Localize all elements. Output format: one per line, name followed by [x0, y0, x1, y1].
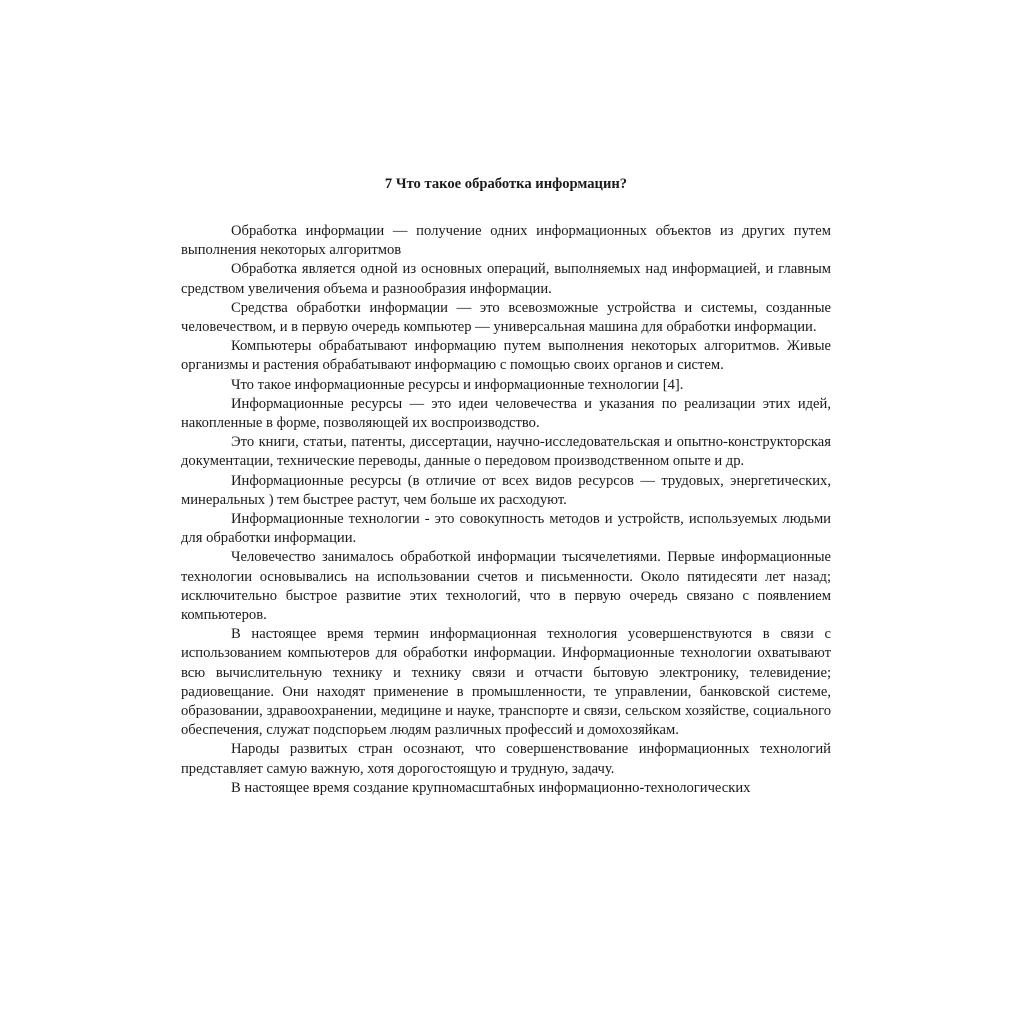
document-page [181, 174, 831, 863]
paragraph-7: Это книги, статьи, патенты, диссертации, научно-исследовательская и опытно-конструкторская документации, технические переводы, данные о передовом производственном опыте и др. [181, 434, 831, 470]
section-title: 7 Что такое обработка информацин? [384, 176, 628, 192]
paragraph-12: Народы развитых стран осознают, что совершенствование информационных технологий представляет самую важную, хотя дорогостоящую и трудную, задачу. [181, 741, 831, 777]
paragraph-5: Что такое информационные ресурсы и информационные технологии [4]. [231, 376, 684, 393]
paragraph-8: Информационные ресурсы (в отличие от всех видов ресурсов — трудовых, энергетических, минеральных ) тем быстрее растут, чем больше их расходуют. [181, 472, 831, 508]
paragraph-2: Обработка является одной из основных операций, выполняемых над информацией, и главным средством увеличения объема и разнообразия информации. [181, 261, 831, 297]
paragraph-6: Информационные ресурсы — это идеи человечества и указания по реализации этих идей, накопленные в форме, позволяющей их воспроизводство. [181, 395, 831, 432]
paragraph-1: Обработка информации — получение одних информационных объектов из других путем выполнения некоторых алгоритмов [181, 223, 831, 259]
paragraph-10: Человечество занималось обработкой информации тысячелетиями. Первые информационные технологии основывались на использовании счетов и письменности. Около пятидесяти лет назад; исключительно быстрое развитие этих технологий, что в первую очередь связано с появлением компьютеров. [181, 549, 831, 624]
paragraph-9: Информационные технологии - это совокупность методов и устройств, используемых людьми для обработки информации. [181, 511, 831, 547]
paragraph-13-clipped: В настоящее время создание крупномасштабных информационно-технологических [231, 779, 751, 796]
paragraph-4: Компьютеры обрабатывают информацию путем выполнения некоторых алгоритмов. Живые организмы и растения обрабатывают информацию с помощью своих органов и систем. [181, 338, 831, 374]
paragraph-11: В настоящее время термин информационная технология усовершенствуются в связи с использованием компьютеров для обработки информации. Информационные технологии охватывают всю вычислительную технику и технику связи и отчасти бытовую электронику, телевидение; радиовещание. Они находят применение в промышленности, те управлении, банковской системе, образовании, здравоохранении, медицине и науке, транспорте и связи, сельском хозяйстве, социального обеспечения, служат подспорьем людям различных профессий и домохозяйкам. [181, 626, 831, 739]
paragraph-3: Средства обработки информации — это всевозможные устройства и системы, созданные человечеством, и в первую очередь компьютер — универсальная машина для обработки информации. [181, 299, 831, 336]
